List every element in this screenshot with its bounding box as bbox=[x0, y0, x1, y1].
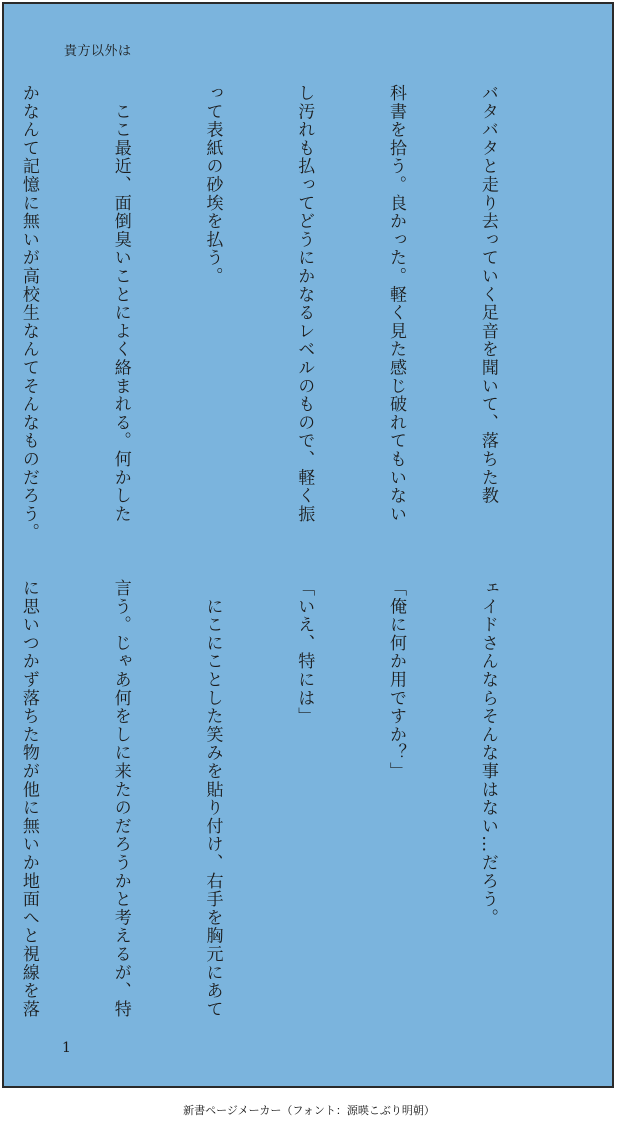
page-number: 1 bbox=[62, 1040, 71, 1056]
text-line: 「俺に何か用ですか？」 bbox=[386, 579, 407, 781]
text-line: 言う。じゃあ何をしに来たのだろうかと考えるが、特 bbox=[110, 579, 131, 1019]
text-line: 科書を拾う。良かった。軽く見た感じ破れてもいない bbox=[386, 84, 407, 524]
text-line: し汚れも払ってどうにかなるレベルのもので、軽く振 bbox=[294, 84, 315, 524]
text-line: かなんて記憶に無いが高校生なんてそんなものだろう。 bbox=[18, 84, 39, 542]
text-line: ェイドさんならそんな事はない…だろう。 bbox=[477, 579, 498, 927]
text-line: ここ最近、面倒臭いことによく絡まれる。何かした bbox=[110, 84, 131, 524]
text-block-top bbox=[18, 84, 564, 544]
text-line: 「いえ、特には」 bbox=[294, 579, 315, 726]
text-block-bottom bbox=[18, 579, 564, 1039]
text-line: に思いつかず落ちた物が他に無いか地面へと視線を落 bbox=[18, 579, 39, 1019]
text-line: にこにことした笑みを貼り付け、右手を胸元にあて bbox=[202, 579, 223, 1019]
text-line: バタバタと走り去っていく足音を聞いて、落ちた教 bbox=[477, 84, 498, 505]
page-title: 貴方以外は bbox=[64, 44, 132, 59]
novel-page bbox=[2, 2, 614, 1088]
footer-credit: 新書ページメーカー（フォント：源暎こぶり明朝） bbox=[183, 1104, 435, 1117]
text-line: って表紙の砂埃を払う。 bbox=[202, 84, 223, 286]
